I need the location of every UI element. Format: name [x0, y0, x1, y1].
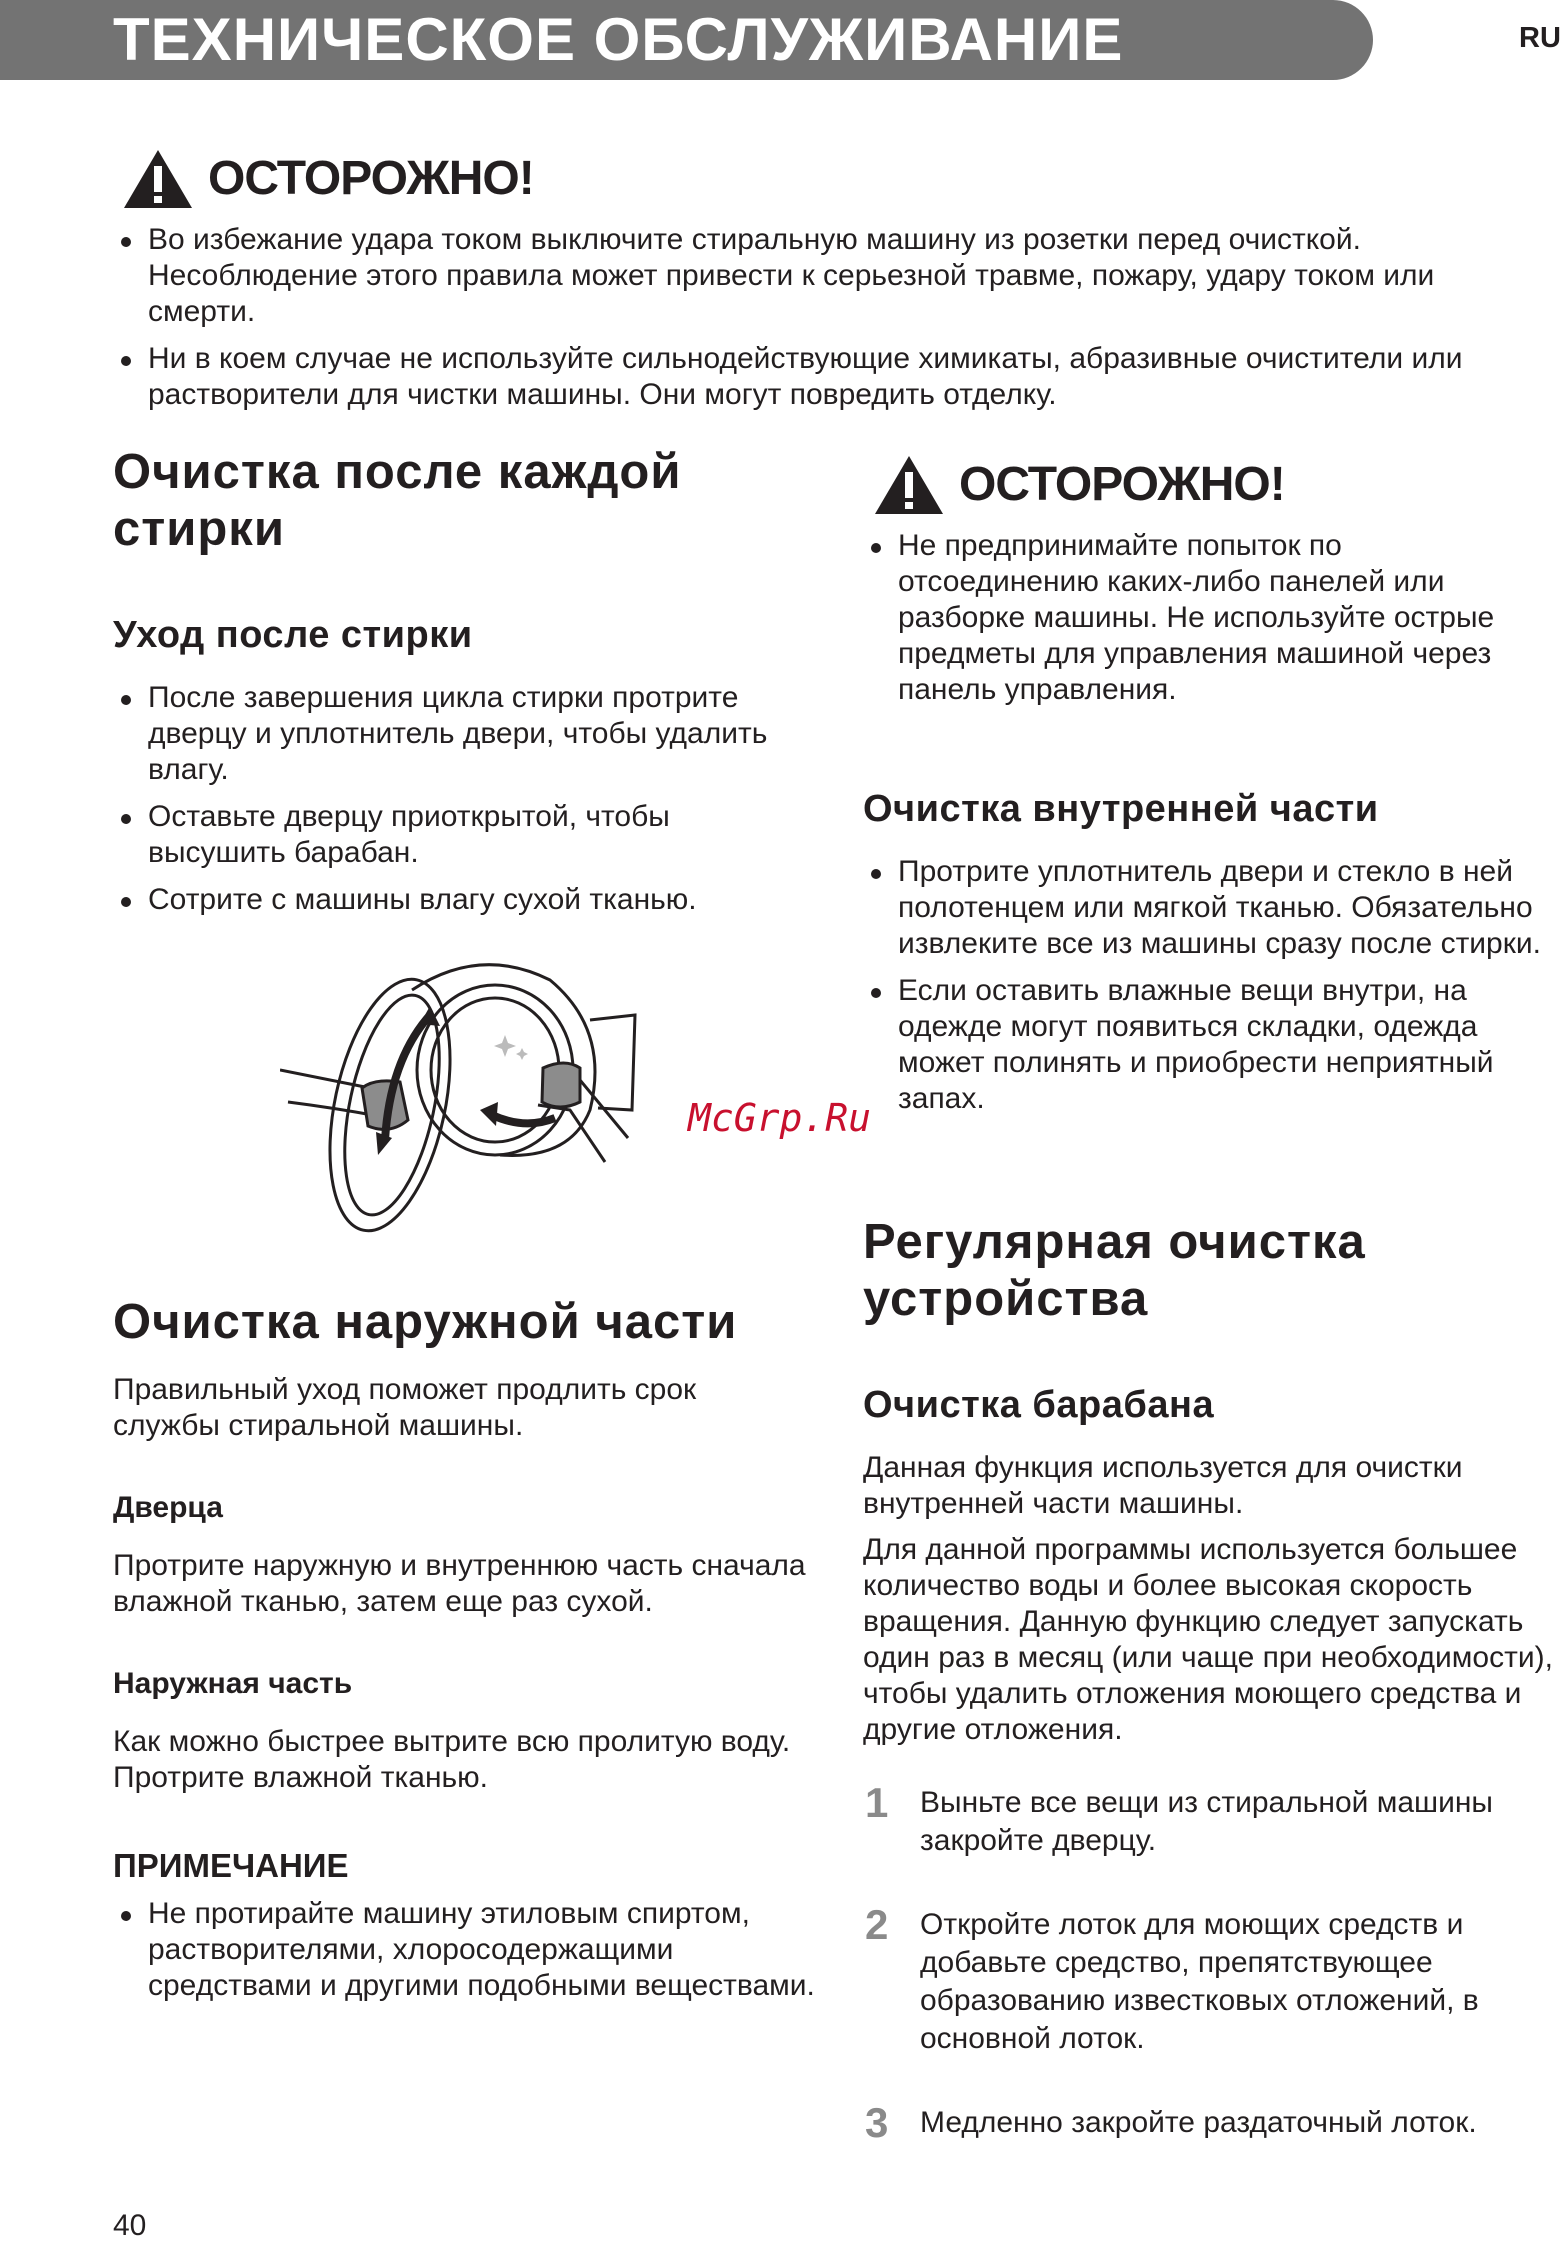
step-text: Выньте все вещи из стиральной машины закройте дверцу.: [920, 1786, 1493, 1857]
page-section-title: ТЕХНИЧЕСКОЕ ОБСЛУЖИВАНИЕ: [113, 6, 1124, 73]
list-item: Сотрите с машины влагу сухой тканью.: [115, 882, 815, 918]
drum-text-1: Данная функция используется для очистки внутренней части машины.: [863, 1451, 1463, 1520]
subsection-title-drum: Очистка барабана: [863, 1384, 1215, 1426]
note-list: [115, 1896, 815, 2015]
step-number: 3: [865, 2099, 889, 2146]
list-item: Не предпринимайте попыток по отсоединению каких-либо панелей или разборке машины. Не используйте острые предметы для управления машиной через панель управления.: [865, 528, 1550, 708]
watermark: McGrp.Ru: [688, 1096, 872, 1140]
language-code: RU: [1519, 22, 1561, 54]
interior-list: [865, 854, 1564, 1128]
step-text: Медленно закройте раздаточный лоток.: [920, 2106, 1477, 2139]
section-title-after-wash: Очистка после каждой стирки: [113, 445, 682, 556]
door-text: Протрите наружную и внутреннюю часть сначала влажной тканью, затем еще раз сухой.: [113, 1549, 806, 1618]
exterior-part-text: Как можно быстрее вытрите всю пролитую воду. Протрите влажной тканью.: [113, 1725, 791, 1794]
warning-heading-right: [873, 454, 1285, 516]
door-wiping-illustration: [280, 940, 660, 1240]
warning-list-top: [115, 222, 1535, 424]
step-number: 1: [865, 1779, 889, 1826]
step-number: 2: [865, 1901, 889, 1948]
step-text: Откройте лоток для моющих средств и добавьте средство, препятствующее образованию известковых отложений, в основной лоток.: [920, 1908, 1479, 2055]
warning-list-right: [865, 528, 1550, 719]
care-list: [115, 680, 815, 929]
warning-title: ОСТОРОЖНО!: [208, 152, 534, 205]
list-item: Оставьте дверцу приоткрытой, чтобы высушить барабан.: [115, 799, 815, 871]
page-number: 40: [113, 2209, 147, 2242]
warning-triangle-icon: [873, 454, 945, 516]
exterior-part-title: Наружная часть: [113, 1667, 353, 1700]
section-title-regular-cleaning: Регулярная очистка устройства: [863, 1215, 1366, 1326]
warning-triangle-icon: [122, 148, 194, 210]
section-title-exterior: Очистка наружной части: [113, 1295, 738, 1349]
drum-text-2: Для данной программы используется большее количество воды и более высокая скорость вращения. Данную функцию следует запускать один раз в месяц (или чаще при необходимости), чтобы удалить отложения моющего средства и другие отложения.: [863, 1533, 1553, 1746]
note-title: ПРИМЕЧАНИЕ: [113, 1847, 349, 1884]
subsection-title-care: Уход после стирки: [113, 614, 473, 656]
exterior-intro: Правильный уход поможет продлить срок службы стиральной машины.: [113, 1373, 697, 1442]
warning-title: ОСТОРОЖНО!: [959, 458, 1285, 511]
list-item: После завершения цикла стирки протрите дверцу и уплотнитель двери, чтобы удалить влагу.: [115, 680, 815, 788]
warning-heading-top: [122, 148, 534, 210]
list-item: Ни в коем случае не используйте сильнодействующие химикаты, абразивные очистители или растворители для чистки машины. Они могут повредить отделку.: [115, 341, 1535, 413]
list-item: Не протирайте машину этиловым спиртом, растворителями, хлоросодержащими средствами и другими подобными веществами.: [115, 1896, 815, 2004]
list-item: Во избежание удара током выключите стиральную машину из розетки перед очисткой. Несоблюдение этого правила может привести к серьезной травме, пожару, удару током или смерти.: [115, 222, 1535, 330]
door-title: Дверца: [113, 1491, 223, 1524]
list-item: Протрите уплотнитель двери и стекло в ней полотенцем или мягкой тканью. Обязательно извлеките все из машины сразу после стирки.: [865, 854, 1564, 962]
list-item: Если оставить влажные вещи внутри, на одежде могут появиться складки, одежда может полинять и приобрести неприятный запах.: [865, 973, 1564, 1117]
subsection-title-interior: Очистка внутренней части: [863, 788, 1379, 830]
